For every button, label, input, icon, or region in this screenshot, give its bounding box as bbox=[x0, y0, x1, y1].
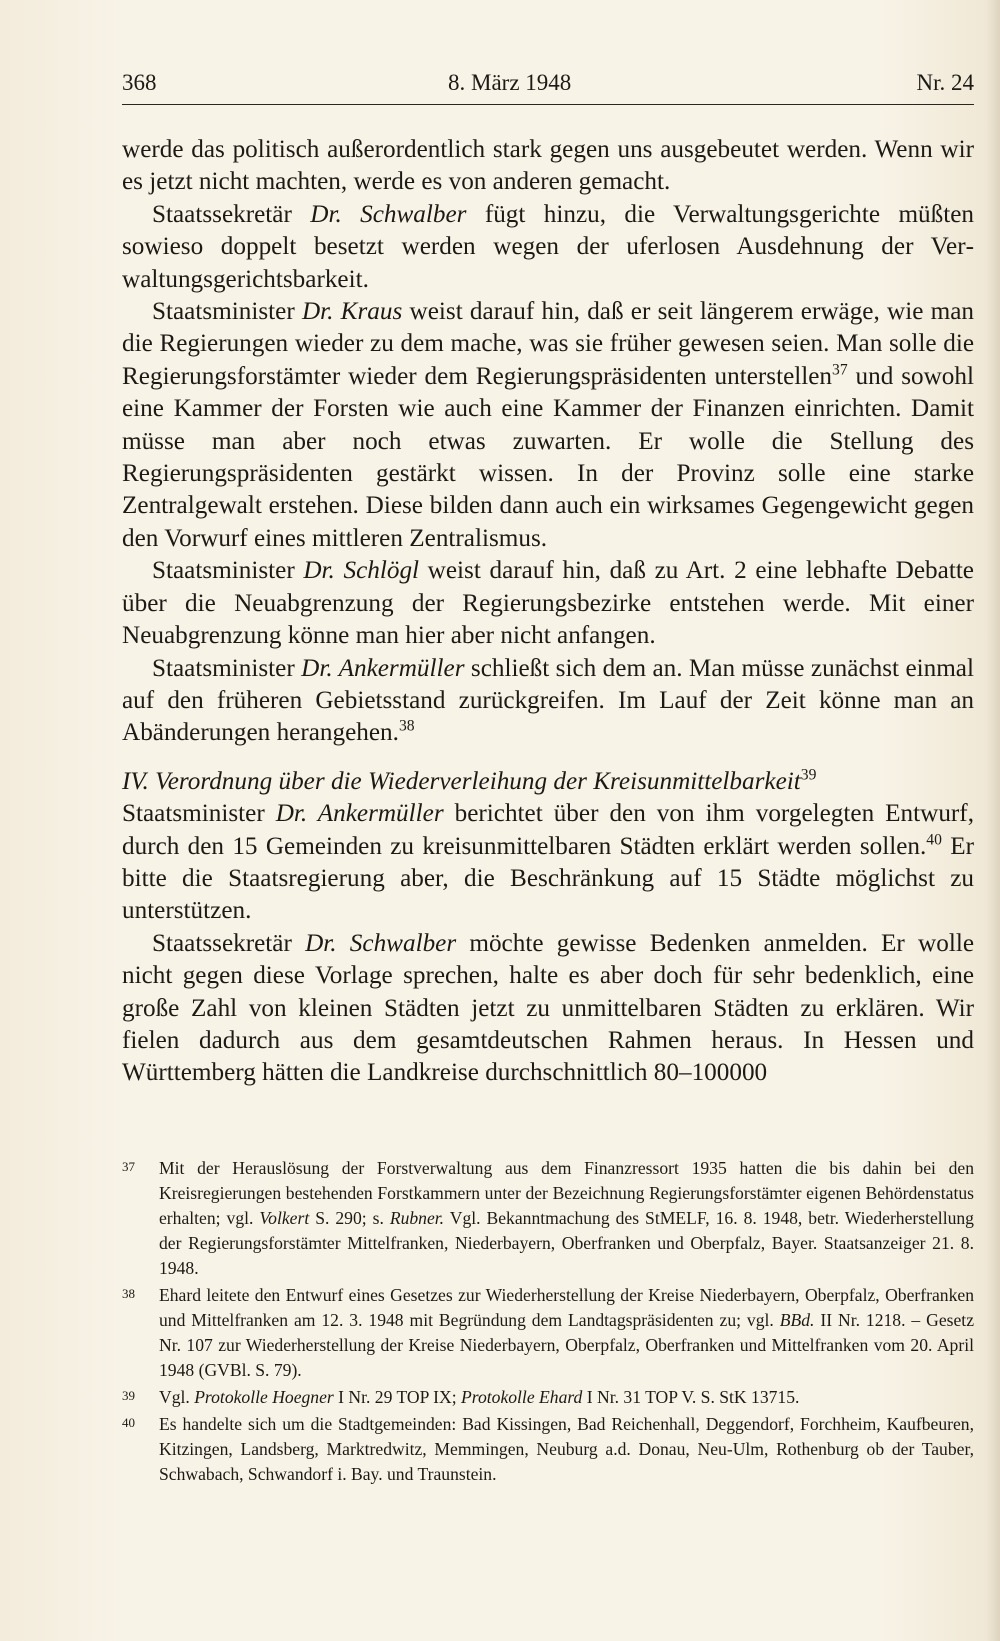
paragraph-text: Staatsminister bbox=[122, 800, 276, 828]
speaker-name: Dr. Schwalber bbox=[310, 200, 467, 228]
footnote-text: Ehard leitete den Entwurf eines Gesetzes zur Wiederherstellung der Kreise Niederbayern, Oberpfalz, Oberfranken und Mittelfranken am 12. 3. 1948 mit Begründung dem Landtagspräsidenten zu; vgl. bbox=[159, 1285, 974, 1330]
footnote-reference: Volkert bbox=[259, 1208, 310, 1228]
footnote-number: 38 bbox=[122, 1286, 135, 1301]
footnote-number: 40 bbox=[122, 1415, 135, 1430]
footnote-reference: Rubner. bbox=[389, 1208, 445, 1228]
speaker-name: Dr. Kraus bbox=[301, 298, 403, 326]
paragraph-text: Staatsminister bbox=[152, 557, 304, 585]
page-number: 368 bbox=[122, 70, 157, 95]
section-heading-text: IV. Verordnung über die Wiederverleihung der Kreisunmittelbarkeit bbox=[122, 767, 801, 795]
footnote-text: Vgl. Bekanntmachung des StMELF, 16. 8. 1948, betr. Wiederherstellung der Regierungsforstämter Mittelfranken, Niederbayern, Oberfranken und Oberpfalz, Bayer. Staatsanzeiger 21. 8. 1948. bbox=[159, 1208, 974, 1278]
speaker-name: Dr. Schwalber bbox=[305, 929, 457, 957]
paragraph-text: schließt sich dem an. Man müsse zunächst einmal auf den früheren Gebietsstand zurückgreifen. Im Lauf der Zeit könne man an Abänderungen herangehen. bbox=[122, 654, 974, 747]
footnote-text: Es handelte sich um die Stadtgemeinden: Bad Kissingen, Bad Reichenhall, Deggendorf, Forchheim, Kaufbeuren, Kitzingen, Landsberg, Marktredwitz, Memmingen, Neuburg a.d. Donau, Neu-Ulm, Rothenburg ob der Tauber, Schwabach, Schwandorf i. Bay. und Traunstein. bbox=[159, 1414, 974, 1484]
footnote-reference: BBd. bbox=[779, 1310, 815, 1330]
paragraph bbox=[122, 134, 974, 199]
footnote-reference: Protokolle Hoegner bbox=[194, 1387, 334, 1407]
running-header bbox=[122, 66, 974, 104]
footnote-marker: 40 bbox=[926, 830, 942, 848]
paragraph bbox=[122, 798, 974, 928]
header-date: 8. März 1948 bbox=[448, 70, 572, 95]
section-heading bbox=[122, 766, 974, 798]
paragraph bbox=[122, 928, 974, 1090]
footnote-marker: 38 bbox=[398, 717, 415, 735]
paragraph-text: Staatssekretär bbox=[152, 200, 311, 228]
footnote-reference: Protokolle Ehard bbox=[461, 1387, 583, 1407]
footnotes bbox=[122, 1156, 974, 1489]
footnote bbox=[122, 1412, 974, 1487]
paragraph-text: Er bitte die Staatsregierung aber, die Beschränkung auf 15 Städte möglichst zu unterstützen. bbox=[122, 832, 974, 925]
paragraph bbox=[122, 199, 974, 296]
paragraph-text: weist darauf hin, daß er seit längerem erwäge, wie man die Regierungen wieder zu dem mache, was sie früher gewesen seien. Man solle die Regierungsforstämter wieder dem Regierungspräsidenten unterstellen bbox=[122, 298, 974, 390]
paragraph-text: Staatssekretär bbox=[152, 929, 306, 957]
paragraph bbox=[122, 296, 974, 555]
footnote bbox=[122, 1156, 974, 1281]
paragraph bbox=[122, 555, 974, 652]
speaker-name: Dr. Schlögl bbox=[303, 557, 420, 585]
paragraph bbox=[122, 653, 974, 750]
paragraph-text: Staatsminister bbox=[152, 654, 302, 682]
paragraph-text: möchte gewisse Bedenken anmelden. Er wolle nicht gegen diese Vorlage sprechen, halte es aber doch für sehr bedenklich, eine große Zahl von kleinen Städten jetzt zu unmittelbaren Städten zu erklären. Wir fielen dadurch aus dem gesamtdeutschen Rahmen heraus. In Hessen und Württemberg hätten die Landkreise durchschnittlich 80–100000 bbox=[122, 929, 974, 1087]
paragraph-text: weist darauf hin, daß zu Art. 2 eine lebhafte Debatte über die Neuabgrenzung der Regierungsbezirke entstehen werde. Mit einer Neuabgrenzung könne man hier aber nicht anfangen. bbox=[122, 557, 974, 650]
footnote-marker: 37 bbox=[832, 361, 848, 379]
footnote-text: S. 290; s. bbox=[309, 1208, 390, 1228]
speaker-name: Dr. Ankermüller bbox=[275, 800, 444, 828]
document-number: Nr. 24 bbox=[916, 70, 974, 95]
header-rule bbox=[122, 104, 974, 105]
footnote bbox=[122, 1385, 974, 1410]
footnote-marker: 39 bbox=[800, 766, 817, 784]
footnote-text: I Nr. 31 TOP V. S. StK 13715. bbox=[582, 1387, 800, 1407]
footnote-text: Mit der Herauslösung der Forstverwaltung aus dem Finanzressort 1935 hatten die bis dahin bei den Kreisregierungen bestehenden Forstkammern unter der Bezeichnung Regierungsforstämter eigenen Behördenstatus erhalten; vgl. bbox=[159, 1158, 974, 1228]
paragraph-text: und sowohl eine Kammer der Forsten wie auch eine Kammer der Finanzen einrichten. Damit müsse man aber noch etwas zuwarten. Er wolle die Stellung des Regierungspräsidenten gestärkt wissen. In der Provinz solle eine starke Zentralgewalt erstehen. Diese bilden dann auch ein wirksames Gegengewicht gegen den Vorwurf eines mittleren Zentralismus. bbox=[122, 362, 974, 552]
footnote bbox=[122, 1283, 974, 1383]
paragraph-text: Staatsminister bbox=[152, 298, 302, 326]
footnote-text: Vgl. bbox=[159, 1387, 195, 1407]
speaker-name: Dr. Ankermüller bbox=[301, 654, 465, 682]
paragraph-text: werde das politisch außerordentlich stark gegen uns ausgebeutet werden. Wenn wir es jetzt nicht machten, werde es von anderen gemacht. bbox=[122, 136, 974, 196]
main-text bbox=[122, 134, 974, 1090]
paragraph-text: fügt hinzu, die Verwaltungsgerichte müßten sowieso doppelt besetzt werden wegen der uferlosen Ausdehnung der Verwaltungsgerichtsbarkeit. bbox=[122, 200, 974, 293]
footnote-number: 37 bbox=[122, 1159, 135, 1174]
footnote-number: 39 bbox=[122, 1388, 135, 1403]
footnote-text: II Nr. 1218. – Gesetz Nr. 107 zur Wiederherstellung der Kreise Niederbayern, Oberpfalz, Oberfranken und Mittelfranken vom 20. April 1948 (GVBl. S. 79). bbox=[159, 1310, 974, 1380]
paragraph-text: berichtet über den von ihm vorgelegten Entwurf, durch den 15 Gemeinden zu kreisunmittelbaren Städten erklärt werden sollen. bbox=[122, 800, 974, 860]
footnote-text: I Nr. 29 TOP IX; bbox=[333, 1387, 462, 1407]
